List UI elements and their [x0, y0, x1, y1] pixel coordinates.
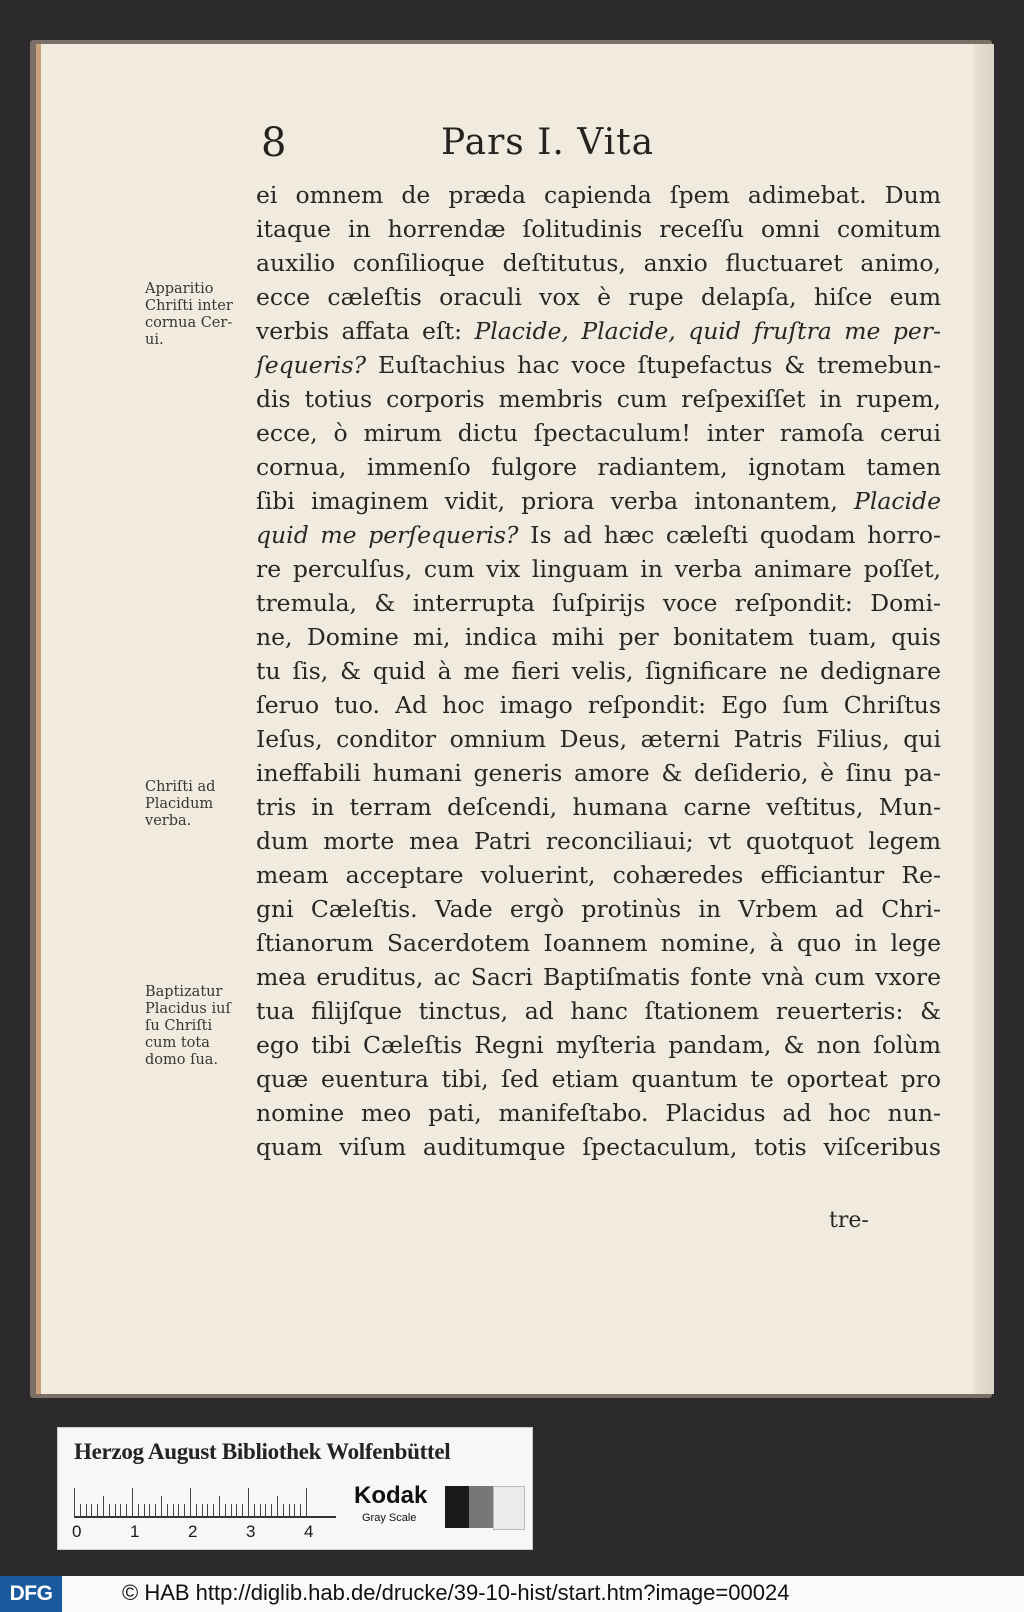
ruler-tick	[149, 1504, 150, 1518]
running-head-title: Pars I. Vita	[441, 122, 655, 163]
italic-quote: Placide	[854, 487, 941, 515]
library-name: Herzog August Bibliothek Wolfenbüttel	[74, 1439, 451, 1464]
text-line: cornua, immenſo fulgore radiantem, ignotam tamen	[256, 453, 941, 481]
page-edge	[974, 44, 994, 1394]
color-scale-card	[57, 1427, 533, 1550]
ruler-baseline	[74, 1516, 336, 1518]
footer-url[interactable]: © HAB http://diglib.hab.de/drucke/39-10-hist/start.htm?image=00024	[122, 1580, 790, 1605]
ruler-tick	[109, 1504, 110, 1518]
ruler-tick	[289, 1504, 290, 1518]
kodak-gray-scale	[350, 1478, 530, 1548]
italic-quote: Placide, Placide, quid fruſtra me per-	[474, 317, 941, 345]
margin-note-line: Chriſti inter	[145, 298, 233, 314]
text-line: quam viſum auditumque ſpectaculum, totis viſceribus	[256, 1133, 941, 1161]
text-line-start: ſibi imaginem vidit, priora verba intonantem,	[256, 487, 838, 515]
ruler	[74, 1480, 336, 1518]
ruler-label: 0	[72, 1522, 82, 1541]
margin-note-line: Chriſti ad	[145, 779, 216, 795]
ruler-tick	[86, 1504, 87, 1518]
text-line: ecce cæleſtis oraculi vox è rupe delapſa, hiſce eum	[256, 283, 941, 311]
margin-note-line: verba.	[145, 813, 192, 829]
margin-note-line: ſu Chriſti	[145, 1018, 213, 1034]
margin-note-line: domo ſua.	[145, 1052, 219, 1068]
text-line: dum morte mea Patri reconciliaui; vt quotquot legem	[256, 827, 941, 855]
text-line: tu ſis, & quid à me fieri velis, ſignificare ne dedignare	[256, 657, 941, 685]
text-line: mea eruditus, ac Sacri Baptiſmatis fonte vnà cum vxore	[256, 963, 941, 991]
ruler-tick	[225, 1504, 226, 1518]
margin-note-line: Placidum	[145, 796, 214, 812]
text-line-start: verbis affata eſt:	[256, 317, 463, 345]
footer-bar	[0, 1576, 1024, 1612]
ruler-tick	[190, 1488, 191, 1518]
ruler-tick	[202, 1504, 203, 1518]
margin-note-line: cum tota	[145, 1035, 210, 1051]
text-line: itaque in horrendæ ſolitudinis receſſu omni comitum	[256, 215, 941, 243]
text-line: ei omnem de præda capienda ſpem adimebat. Dum	[256, 181, 941, 209]
margin-note-apparition	[145, 281, 257, 349]
ruler-label: 3	[246, 1522, 256, 1541]
running-head	[41, 120, 994, 170]
text-line: Ieſus, conditor omnium Deus, æterni Patris Filius, qui	[256, 725, 941, 753]
ruler-tick	[80, 1504, 81, 1518]
ruler-tick	[132, 1488, 133, 1518]
text-line: gni Cæleſtis. Vade ergò protinùs in Vrbem ad Chri-	[256, 895, 941, 923]
text-line: ſtianorum Sacerdotem Ioannem nomine, à quo in lege	[256, 929, 941, 957]
text-line: tremula, & interrupta ſuſpirijs voce reſpondit: Domi-	[256, 589, 941, 617]
text-line	[256, 348, 941, 382]
ruler-tick	[207, 1504, 208, 1518]
ruler-labels	[72, 1522, 352, 1544]
text-line	[256, 484, 941, 518]
catchword: tre-	[829, 1208, 869, 1233]
ruler-label: 4	[304, 1522, 314, 1541]
ruler-tick	[277, 1496, 278, 1518]
ruler-tick	[74, 1488, 75, 1518]
text-line: quæ euentura tibi, ſed etiam quantum te oporteat pro	[256, 1065, 941, 1093]
ruler-tick	[155, 1504, 156, 1518]
ruler-tick	[231, 1504, 232, 1518]
text-line-end: Euſtachius hac voce ſtupefactus & tremebun-	[377, 351, 941, 379]
ruler-tick	[248, 1488, 249, 1518]
text-line: auxilio conſilioque deſtitutus, anxio fluctuaret animo,	[256, 249, 941, 277]
ruler-tick	[184, 1504, 185, 1518]
text-line: tris in terram deſcendi, humana carne veſtitus, Mun-	[256, 793, 941, 821]
page-number: 8	[261, 120, 287, 166]
ruler-tick	[265, 1504, 266, 1518]
ruler-label: 1	[130, 1522, 140, 1541]
gray-swatch-black	[445, 1486, 469, 1528]
margin-note-line: cornua Cer-	[145, 315, 233, 331]
text-line: ineffabili humani generis amore & deſiderio, è ſinu pa-	[256, 759, 941, 787]
ruler-tick	[196, 1504, 197, 1518]
ruler-tick	[126, 1504, 127, 1518]
text-line: ego tibi Cæleſtis Regni myſteria pandam, & non ſolùm	[256, 1031, 941, 1059]
text-line: re perculſus, cum vix linguam in verba animare poſſet,	[256, 555, 941, 583]
ruler-tick	[144, 1504, 145, 1518]
ruler-tick	[167, 1504, 168, 1518]
ruler-tick	[283, 1504, 284, 1518]
gray-swatch-mid	[469, 1486, 493, 1528]
ruler-tick	[271, 1504, 272, 1518]
text-line	[256, 314, 941, 348]
book-page	[36, 44, 994, 1394]
ruler-tick	[300, 1504, 301, 1518]
ruler-tick	[161, 1496, 162, 1518]
margin-note-line: ui.	[145, 332, 164, 348]
text-line: ne, Domine mi, indica mihi per bonitatem tuam, quis	[256, 623, 941, 651]
ruler-label: 2	[188, 1522, 198, 1541]
ruler-tick	[294, 1504, 295, 1518]
ruler-tick	[120, 1504, 121, 1518]
text-line: tua filijſque tinctus, ad hanc ſtationem reuerteris: &	[256, 997, 941, 1025]
dfg-logo: DFG	[0, 1576, 62, 1612]
ruler-tick	[115, 1504, 116, 1518]
text-line: ſeruo tuo. Ad hoc imago reſpondit: Ego ſum Chriſtus	[256, 691, 941, 719]
ruler-tick	[306, 1488, 307, 1518]
ruler-tick	[236, 1504, 237, 1518]
italic-quote: ſequeris?	[256, 351, 367, 379]
gray-swatch-white	[493, 1486, 525, 1530]
ruler-tick	[242, 1504, 243, 1518]
gray-scale-label: Gray Scale	[362, 1512, 417, 1524]
text-line: nomine meo pati, manifeſtabo. Placidus ad hoc nun-	[256, 1099, 941, 1127]
kodak-brand: Kodak	[354, 1482, 428, 1509]
ruler-tick	[138, 1504, 139, 1518]
margin-note-line: Placidus iuſ	[145, 1001, 231, 1017]
ruler-tick	[213, 1504, 214, 1518]
body-text	[256, 178, 941, 1164]
ruler-tick	[97, 1504, 98, 1518]
ruler-tick	[260, 1504, 261, 1518]
text-line-end: Is ad hæc cæleſti quodam horro-	[530, 521, 941, 549]
ruler-tick	[219, 1496, 220, 1518]
ruler-tick	[173, 1504, 174, 1518]
ruler-tick	[178, 1504, 179, 1518]
margin-note-baptism	[145, 984, 257, 1069]
italic-quote: quid me perſequeris?	[256, 521, 519, 549]
margin-note-line: Apparitio	[145, 281, 214, 297]
margin-note-line: Baptizatur	[145, 984, 223, 1000]
text-line: meam acceptare voluerint, cohæredes efficiantur Re-	[256, 861, 941, 889]
margin-note-christ-words	[145, 779, 257, 830]
ruler-tick	[103, 1496, 104, 1518]
text-line: dis totius corporis membris cum reſpexiſſet in rupem,	[256, 385, 941, 413]
text-line	[256, 518, 941, 552]
text-line: ecce, ò mirum dictu ſpectaculum! inter ramoſa cerui	[256, 419, 941, 447]
ruler-tick	[91, 1504, 92, 1518]
ruler-tick	[254, 1504, 255, 1518]
